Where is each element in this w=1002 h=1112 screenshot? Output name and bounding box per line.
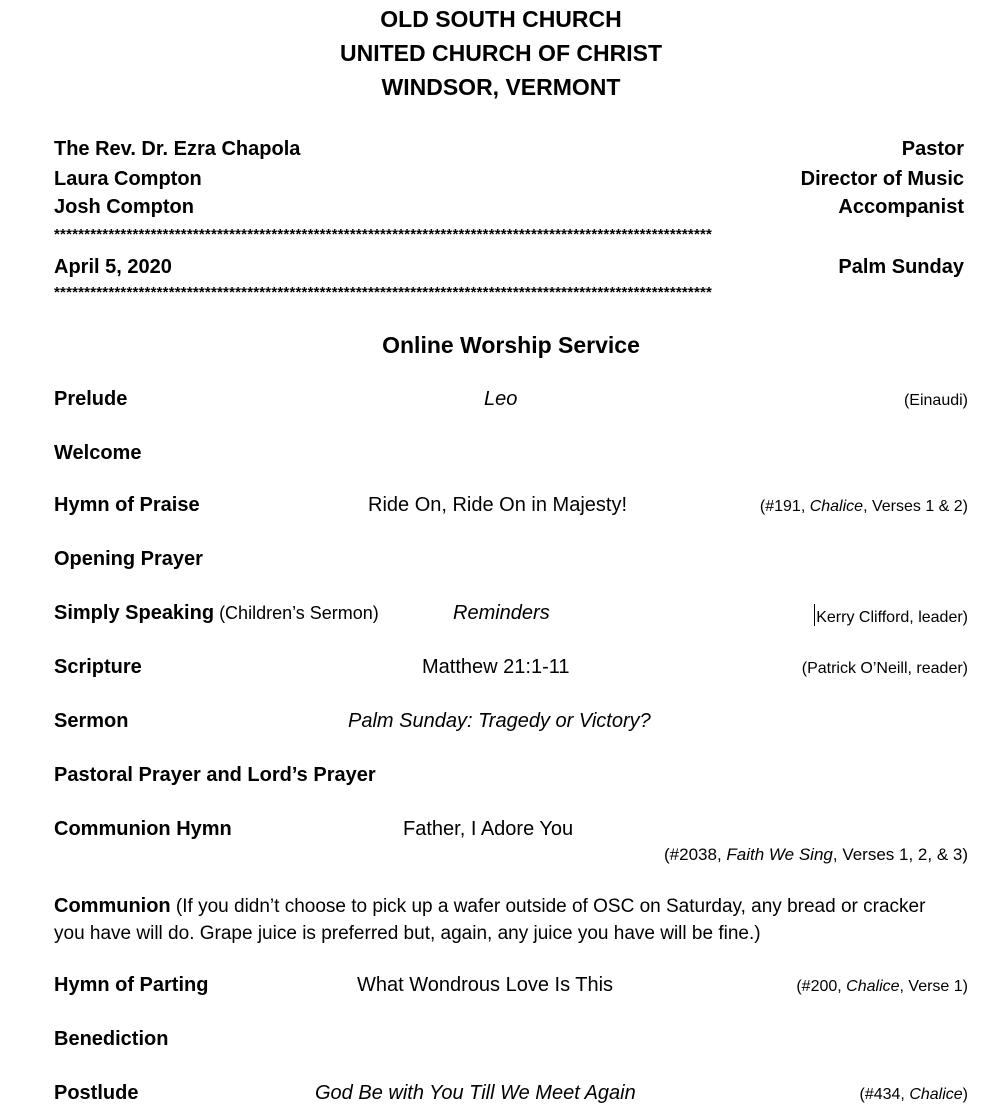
prelude-label: Prelude (54, 388, 128, 410)
postlude-label: Postlude (54, 1082, 139, 1104)
scripture-title: Matthew 21:1-11 (422, 656, 570, 678)
communion-hymn-book: Faith We Sing (726, 845, 833, 864)
service-date: April 5, 2020 (54, 256, 172, 278)
communion-paragraph (54, 893, 954, 947)
church-name: OLD SOUTH CHURCH (380, 6, 622, 32)
staff-name-accompanist: Josh Compton (54, 196, 194, 218)
hymn-parting-note (796, 978, 968, 996)
divider-top: ************************************************************************************************************* (54, 226, 713, 243)
divider-bottom: ************************************************************************************************************* (54, 284, 713, 301)
scripture-note: (Patrick O’Neill, reader) (801, 660, 968, 677)
hymn-praise-label: Hymn of Praise (54, 494, 200, 516)
prelude-note: (Einaudi) (903, 392, 968, 409)
staff-name-pastor: The Rev. Dr. Ezra Chapola (54, 138, 301, 160)
simply-speaking-title: Reminders (453, 602, 550, 624)
postlude-book: Chalice (909, 1086, 963, 1103)
communion-hymn-title: Father, I Adore You (403, 818, 574, 840)
hymn-praise-title: Ride On, Ride On in Majesty! (368, 494, 627, 516)
hymn-parting-number: (#200, (796, 978, 847, 995)
hymn-praise-number: (#191, (759, 498, 810, 515)
benediction-label: Benediction (54, 1028, 169, 1050)
pastoral-prayer-label: Pastoral Prayer and Lord’s Prayer (54, 764, 376, 786)
postlude-note (860, 1086, 969, 1104)
communion-label: Communion (54, 895, 171, 917)
prelude-title: Leo (484, 388, 518, 410)
service-title: Online Worship Service (382, 332, 640, 358)
hymn-praise-book: Chalice (809, 498, 864, 515)
hymn-praise-note (760, 498, 968, 516)
staff-name-music: Laura Compton (54, 168, 202, 190)
hymn-parting-title: What Wondrous Love Is This (357, 974, 614, 996)
scripture-label: Scripture (54, 656, 142, 678)
simply-speaking-label: Simply Speaking (54, 602, 215, 624)
staff-role-pastor: Pastor (901, 138, 964, 160)
simply-speaking-sub: (Children’s Sermon) (214, 603, 379, 623)
communion-hymn-number: (#2038, (664, 845, 727, 864)
hymn-parting-verses: , Verse 1) (899, 978, 968, 995)
communion-hymn-note (664, 845, 968, 865)
opening-prayer-label: Opening Prayer (54, 548, 203, 570)
location: WINDSOR, VERMONT (381, 74, 621, 100)
denomination: UNITED CHURCH OF CHRIST (340, 40, 662, 66)
sermon-title: Palm Sunday: Tragedy or Victory? (348, 710, 651, 732)
staff-role-music: Director of Music (800, 168, 964, 190)
communion-hymn-verses: , Verses 1, 2, & 3) (832, 845, 968, 864)
communion-instructions: (If you didn’t choose to pick up a wafer outside of OSC on Saturday, any bread or cracker you have will do. Grape juice is preferred but, again, any juice you have will be fine.) (54, 896, 926, 944)
postlude-close: ) (962, 1086, 968, 1103)
postlude-number: (#434, (859, 1086, 910, 1103)
occasion: Palm Sunday (838, 256, 964, 278)
welcome-label: Welcome (54, 442, 142, 464)
staff-role-accompanist: Accompanist (838, 196, 964, 218)
hymn-praise-verses: , Verses 1 & 2) (863, 498, 968, 515)
simply-speaking-row (54, 602, 379, 625)
sermon-label: Sermon (54, 710, 129, 732)
postlude-title: God Be with You Till We Meet Again (315, 1082, 636, 1104)
hymn-parting-label: Hymn of Parting (54, 974, 209, 996)
simply-speaking-note (814, 604, 968, 627)
simply-speaking-leader: Kerry Clifford, leader) (816, 609, 968, 626)
hymn-parting-book: Chalice (846, 978, 900, 995)
communion-hymn-label: Communion Hymn (54, 818, 232, 840)
